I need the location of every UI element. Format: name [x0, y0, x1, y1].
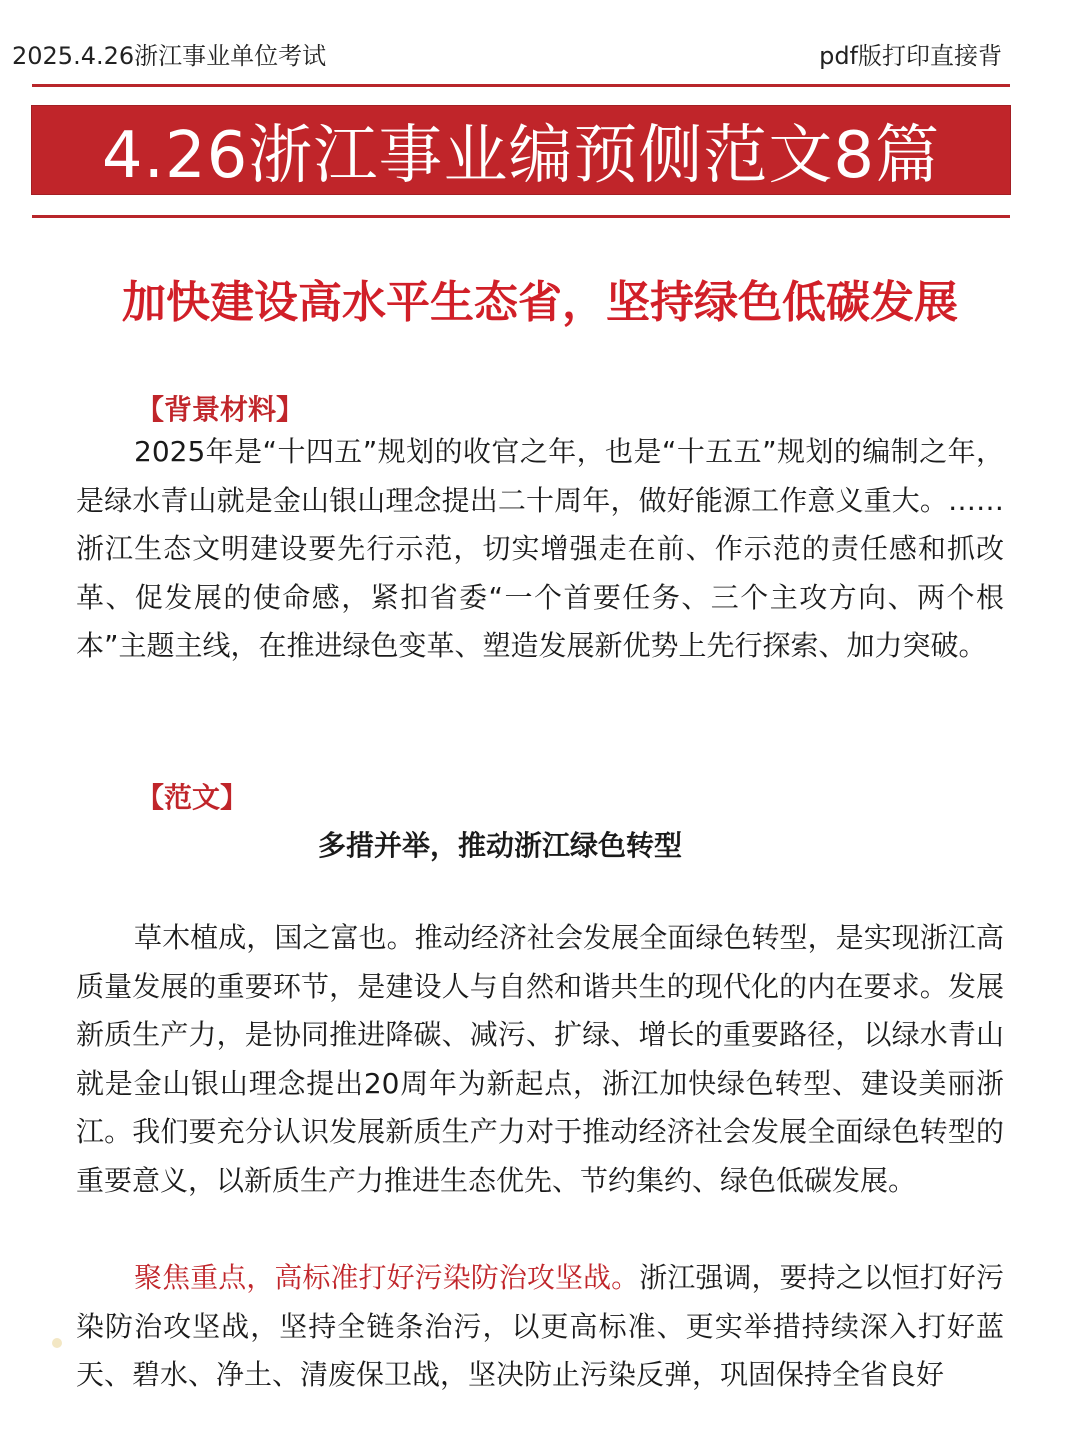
essay-paragraph-1-text: 草木植成，国之富也。推动经济社会发展全面绿色转型，是实现浙江高质量发展的重要环节，是建设人与自然和谐共生的现代化的内在要求。发展新质生产力，是协同推进降碳、减污、扩绿、增长的重要路径，以绿水青山就是金山银山理念提出20周年为新起点，浙江加快绿色转型、建设美丽浙江。我们要充分认识发展新质生产力对于推动经济社会发展全面绿色转型的重要意义，以新质生产力推进生态优先、节约集约、绿色低碳发展。 [76, 921, 1004, 1197]
title-banner [32, 106, 1010, 194]
essay-paragraph-2 [76, 1254, 1004, 1400]
bottom-divider [32, 215, 1010, 218]
essay-label: 【范文】 [136, 781, 249, 814]
background-label: 【背景材料】 [136, 393, 305, 426]
background-text: 2025年是“十四五”规划的收官之年，也是“十五五”规划的编制之年，是绿水青山就是金山银山理念提出二十周年，做好能源工作意义重大。……浙江生态文明建设要先行示范，切实增强走在前、作示范的责任感和抓改革、促发展的使命感，紧扣省委“一个首要任务、三个主攻方向、两个根本”主题主线，在推进绿色变革、塑造发展新优势上先行探索、加力突破。 [76, 435, 1004, 662]
essay-title: 多措并举，推动浙江绿色转型 [317, 829, 682, 862]
banner-title: 4.26浙江事业编预侧范文8篇 [101, 119, 941, 193]
background-paragraph [76, 428, 1004, 671]
margin-mark [52, 1338, 62, 1348]
essay-paragraph-1 [76, 914, 1004, 1205]
header-exam-label: 2025.4.26浙江事业单位考试 [12, 42, 327, 70]
essay-paragraph-2-text: 浙江强调，要持之以恒打好污染防治攻坚战，坚持全链条治污，以更高标准、更实举措持续深入打好蓝天、碧水、净土、清废保卫战，坚决防止污染反弹，巩固保持全省良好 [76, 1261, 1004, 1391]
topic-headline: 加快建设高水平生态省，坚持绿色低碳发展 [122, 277, 958, 328]
header-print-note: pdf版打印直接背 [819, 42, 1002, 70]
essay-paragraph-2-highlight: 聚焦重点，高标准打好污染防治攻坚战。 [134, 1261, 640, 1294]
top-divider [32, 84, 1010, 87]
